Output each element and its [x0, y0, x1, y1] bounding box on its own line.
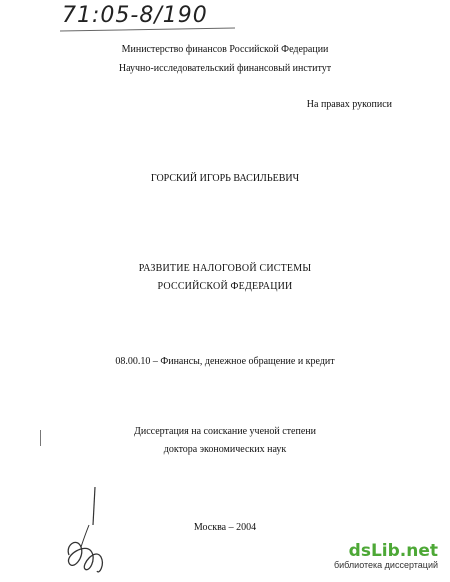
- degree-line-2: доктора экономических наук: [163, 444, 287, 455]
- place-year: Москва – 2004: [193, 522, 257, 533]
- watermark-logo: dsLib.net: [348, 541, 438, 561]
- institute-name: Научно-исследовательский финансовый институт: [118, 63, 332, 74]
- handwritten-signature: [55, 485, 115, 577]
- dissertation-title-line-1: РАЗВИТИЕ НАЛОГОВОЙ СИСТЕМЫ: [138, 263, 312, 274]
- handwritten-archive-code: 71:05-8/190: [62, 3, 208, 28]
- manuscript-note: На правах рукописи: [306, 99, 392, 110]
- specialty-code: 08.00.10 – Финансы, денежное обращение и кредит: [115, 356, 335, 367]
- degree-line-1: Диссертация на соискание ученой степени: [134, 426, 316, 437]
- author-name: ГОРСКИЙ ИГОРЬ ВАСИЛЬЕВИЧ: [150, 173, 300, 184]
- handwritten-underline: [60, 27, 235, 31]
- ministry-name: Министерство финансов Российской Федерации: [121, 44, 329, 55]
- dissertation-title-line-2: РОССИЙСКОЙ ФЕДЕРАЦИИ: [157, 281, 293, 292]
- watermark-subtitle: библиотека диссертаций: [333, 560, 438, 570]
- dslib-watermark: [328, 542, 438, 576]
